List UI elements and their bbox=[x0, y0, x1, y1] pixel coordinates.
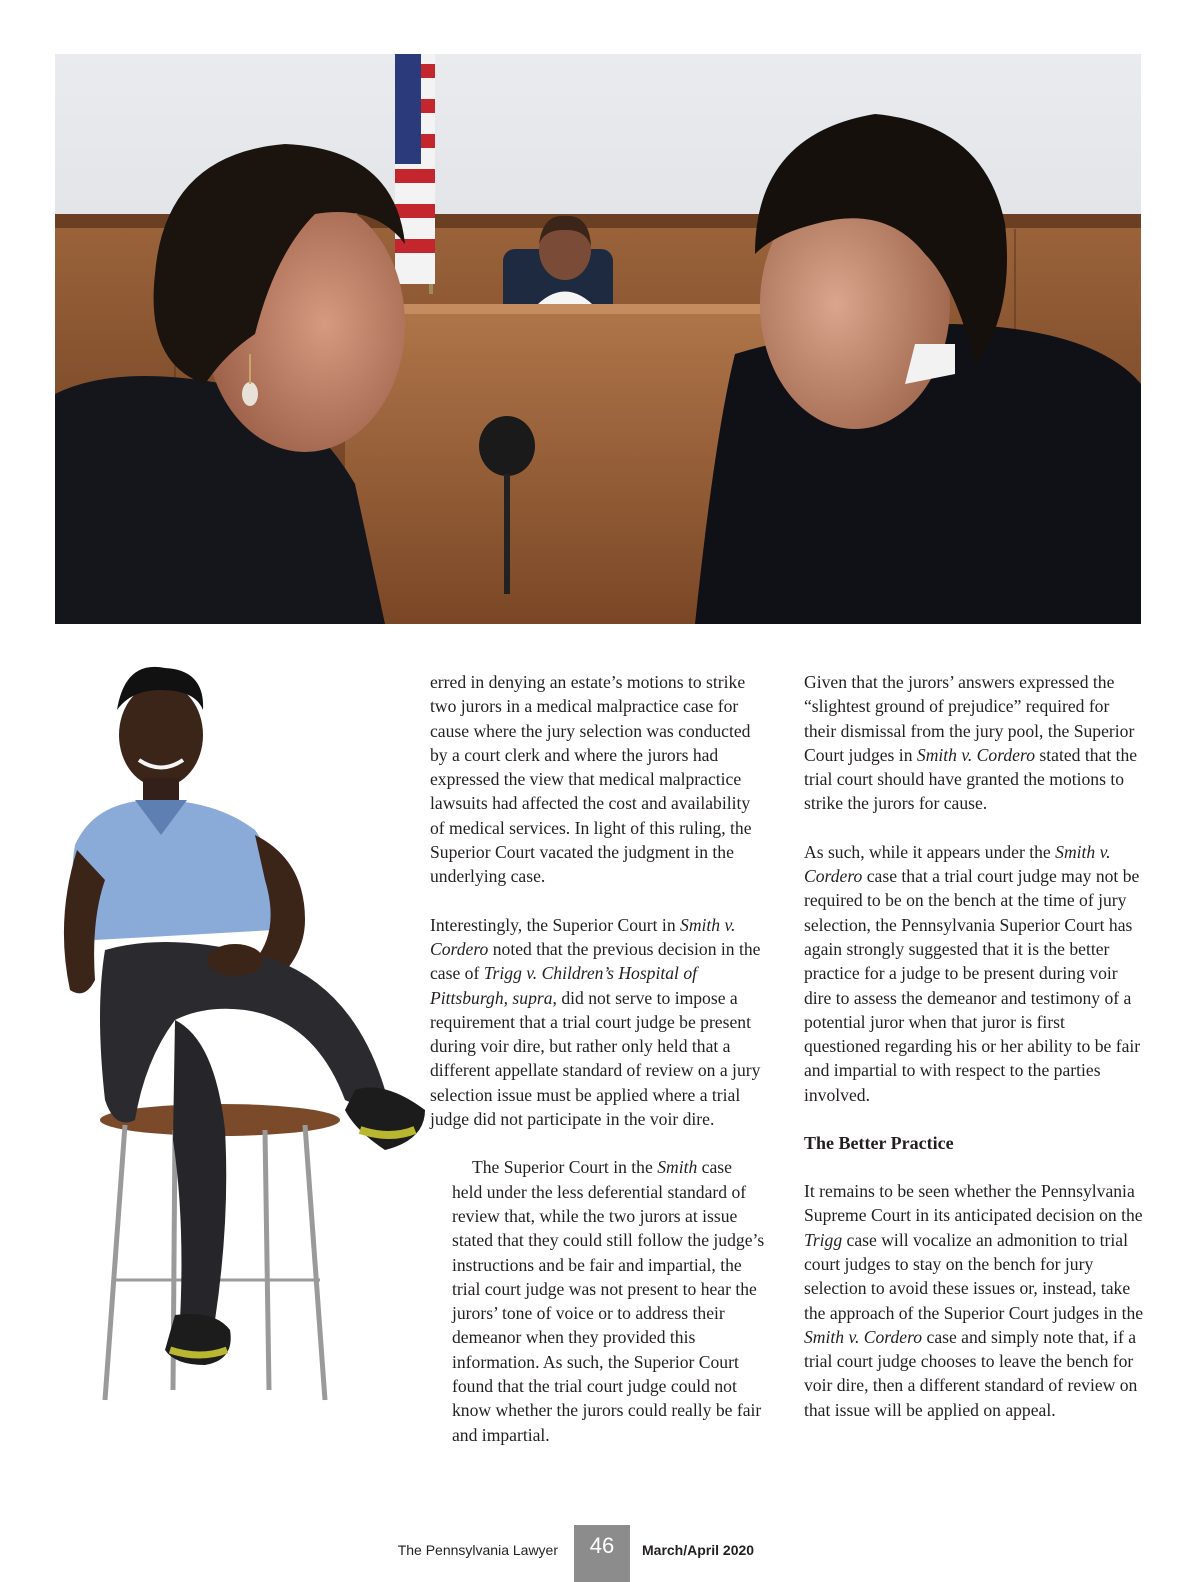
paragraph bbox=[430, 913, 766, 1132]
paragraph bbox=[430, 670, 766, 889]
section-heading: The Better Practice bbox=[804, 1133, 954, 1154]
seated-man-illustration bbox=[55, 660, 425, 1410]
courtroom-illustration bbox=[55, 54, 1141, 624]
case-citation: Trigg v. Children’s Hospital of Pittsburgh, supra bbox=[430, 963, 698, 1008]
case-citation: Trigg bbox=[804, 1229, 843, 1250]
paragraph-text: noted that the previous decision in the case of bbox=[430, 938, 761, 984]
case-citation: Smith v. Cordero bbox=[430, 914, 736, 959]
paragraph-text: Given that the jurors’ answers expressed the “slightest ground of prejudice” required for their dismissal from the jury pool, the Superior Court judges in bbox=[804, 672, 1135, 765]
paragraph bbox=[804, 840, 1144, 1107]
publication-name: The Pennsylvania Lawyer bbox=[397, 1542, 558, 1558]
paragraph-text: As such, while it appears under the bbox=[804, 841, 1056, 862]
paragraph-text: case and simply note that, if a trial court judge chooses to leave the bench for voir dire, then a different standard of review on that issue will be applied on appeal. bbox=[804, 1326, 1138, 1420]
paragraph-text: case that a trial court judge may not be required to be on the bench at the time of jury selection, the Pennsylvania Superior Court has again strongly suggested that it is the better practice for a judge to be present during voir dire to assess the demeanor and testimony of a potential juror when that juror is first questioned regarding his or her ability to be fair and impartial to with respect to the parties involved. bbox=[804, 866, 1141, 1105]
paragraph-text: erred in denying an estate’s motions to strike two jurors in a medical malpractice case for cause where the jury selection was conducted by a court clerk and where the jurors had expressed the view that medical malpractice lawsuits had affected the cost and availability of medical services. In light of this ruling, the Superior Court vacated the judgment in the underlying case. bbox=[430, 672, 752, 887]
paragraph-text: It remains to be seen whether the Pennsylvania Supreme Court in its anticipated decision on the bbox=[804, 1181, 1143, 1226]
paragraph-text: Interestingly, the Superior Court in bbox=[430, 914, 681, 935]
case-citation: Smith v. Cordero bbox=[916, 744, 1035, 765]
seated-man-photo bbox=[55, 660, 425, 1410]
case-citation: Smith v. Cordero bbox=[804, 1326, 923, 1347]
issue-date: March/April 2020 bbox=[642, 1542, 755, 1558]
paragraph bbox=[430, 1155, 766, 1447]
paragraph-text: case held under the less deferential standard of review that, while the two jurors at issue stated that they could still follow the judge’s instructions and be fair and impartial, the trial court judge was not present to hear the jurors’ tone of voice or to address their demeanor when they provided this information. As such, the Superior Court found that the trial court judge could not know whether the jurors could really be fair and impartial. bbox=[452, 1157, 765, 1445]
page-footer bbox=[0, 1525, 1200, 1582]
paragraph-text: stated that the trial court should have granted the motions to strike the jurors for cause. bbox=[804, 744, 1138, 814]
article-column-1 bbox=[430, 670, 766, 1471]
paragraph-text: The Superior Court in the bbox=[472, 1157, 658, 1178]
case-citation: Smith v. Cordero bbox=[804, 841, 1111, 887]
paragraph bbox=[804, 1179, 1144, 1422]
paragraph-text: , did not serve to impose a requirement that a trial court judge be present during voir dire, but rather only held that a different appellate standard of review on a jury selection issue must be applied where a trial judge did not participate in the voir dire. bbox=[430, 987, 761, 1130]
paragraph-text: case will vocalize an admonition to trial court judges to stay on the bench for jury selection to avoid these issues or, instead, take the approach of the Superior Court judges in the bbox=[804, 1229, 1144, 1323]
page-number: 46 bbox=[574, 1525, 630, 1582]
article-column-2 bbox=[804, 670, 1144, 1446]
case-citation: Smith bbox=[657, 1157, 698, 1178]
courtroom-photo bbox=[55, 54, 1141, 624]
paragraph bbox=[804, 670, 1144, 816]
